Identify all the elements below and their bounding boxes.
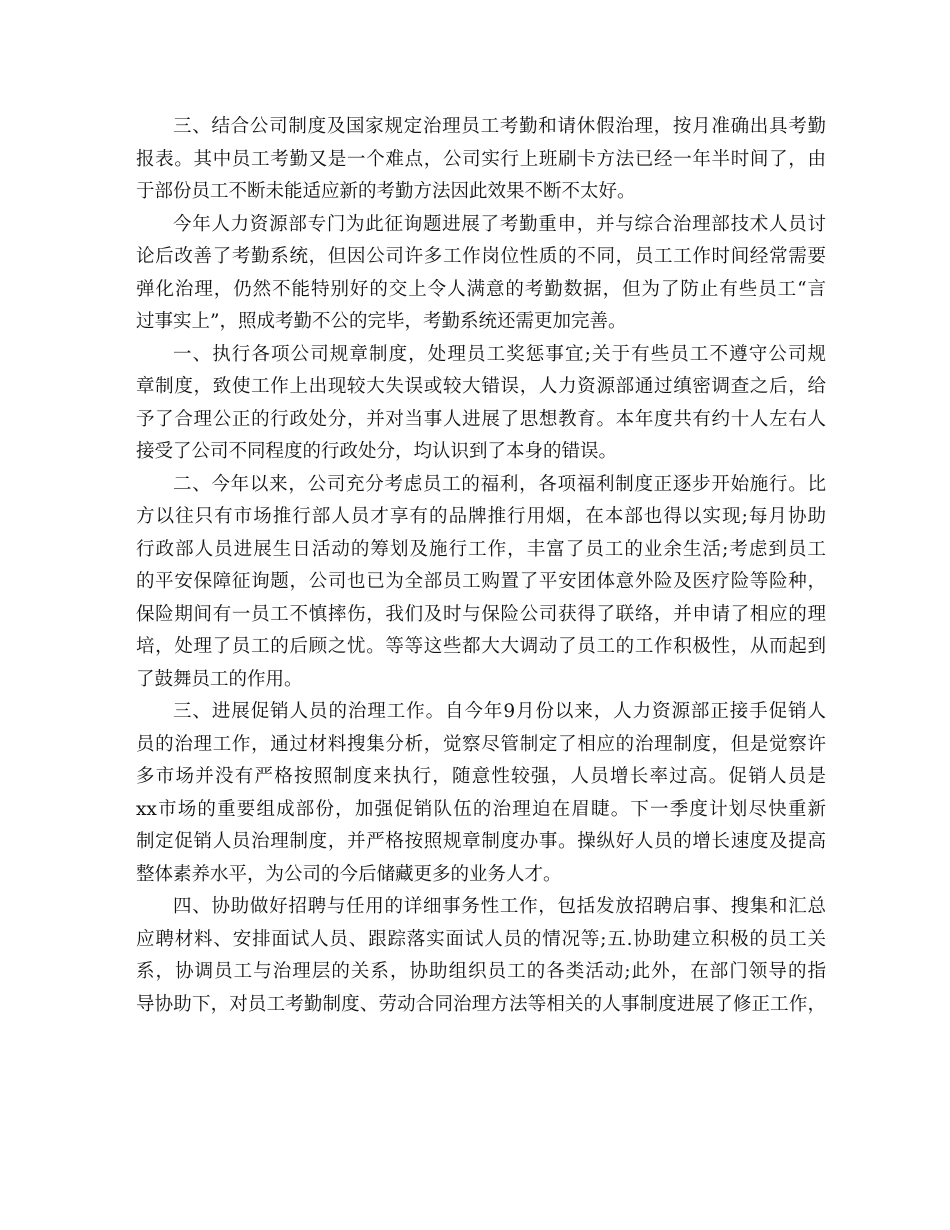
text-line: 应聘材料、安排面试人员、跟踪落实面试人员的情况等;五.协助建立积极的员工关	[136, 928, 826, 950]
text-line: 保险期间有一员工不慎摔伤，我们及时与保险公司获得了联络，并申请了相应的理	[136, 603, 826, 625]
text-line: 的平安保障征询题，公司也已为全部员工购置了平安团体意外险及医疗险等险种，	[136, 571, 826, 592]
text-line: 员的治理工作，通过材料搜集分析，觉察尽管制定了相应的治理制度，但是觉察许	[136, 733, 826, 755]
paragraph-promotion-staff	[136, 696, 826, 891]
text-line: 一、执行各项公司规章制度，处理员工奖惩事宜;关于有些员工不遵守公司规	[173, 343, 826, 365]
text-line: 予了合理公正的行政处分，并对当事人进展了思想教育。本年度共有约十人左右人	[136, 408, 826, 430]
text-line: 二、今年以来，公司充分考虑员工的福利，各项福利制度正逐步开始施行。比	[173, 473, 826, 495]
text-line: 四、协助做好招聘与任用的详细事务性工作，包括发放招聘启事、搜集和汇总	[173, 896, 826, 917]
text-line: 系，协调员工与治理层的关系，协助组织员工的各类活动;此外，在部门领导的指	[136, 961, 826, 982]
text-line: 报表。其中员工考勤又是一个难点，公司实行上班刷卡方法已经一年半时间了，由	[136, 148, 826, 170]
text-line: 接受了公司不同程度的行政处分，均认识到了本身的错误。	[136, 441, 618, 462]
text-line: 多市场并没有严格按照制度来执行，随意性较强，人员增长率过高。促销人员是	[136, 766, 826, 787]
text-line: 今年人力资源部专门为此征询题进展了考勤重申，并与综合治理部技术人员讨	[173, 213, 826, 235]
text-line: 章制度，致使工作上出现较大失误或较大错误，人力资源部通过缜密调查之后，给	[136, 376, 826, 397]
paragraph-recruitment	[136, 891, 826, 1021]
text-line: 弹化治理，仍然不能特别好的交上令人满意的考勤数据，但为了防止有些员工“言	[136, 278, 826, 300]
paragraph-attendance-system	[136, 209, 826, 339]
text-line: 整体素养水平，为公司的今后储藏更多的业务人才。	[136, 863, 562, 885]
text-line: 培，处理了员工的后顾之忧。等等这些都大大调动了员工的工作积极性，从而起到	[136, 636, 826, 657]
text-line: 导协助下，对员工考勤制度、劳动合同治理方法等相关的人事制度进展了修正工作，	[136, 993, 826, 1015]
paragraph-attendance-reporting	[136, 111, 826, 209]
text-line: 三、结合公司制度及国家规定治理员工考勤和请休假治理，按月准确出具考勤	[173, 116, 826, 137]
text-line: 过事实上”，照成考勤不公的完毕，考勤系统还需更加完善。	[136, 311, 627, 332]
text-line: 于部份员工不断未能适应新的考勤方法因此效果不断不太好。	[136, 181, 636, 202]
text-line: 论后改善了考勤系统，但因公司许多工作岗位性质的不同，员工工作时间经常需要	[136, 246, 826, 267]
text-line: 方以往只有市场推行部人员才享有的品牌推行用烟，在本部也得以实现;每月协助	[136, 506, 826, 527]
text-line: 行政部人员进展生日活动的筹划及施行工作，丰富了员工的业余生活;考虑到员工	[136, 538, 826, 560]
text-line: xx市场的重要组成部份，加强促销队伍的治理迫在眉睫。下一季度计划尽快重新	[136, 798, 826, 820]
paragraph-employee-welfare	[136, 469, 826, 697]
text-line: 制定促销人员治理制度，并严格按照规章制度办事。操纵好人员的增长速度及提高	[136, 831, 826, 852]
text-line: 了鼓舞员工的作用。	[136, 668, 303, 690]
document-body	[136, 111, 826, 1021]
text-line: 三、进展促销人员的治理工作。自今年9月份以来，人力资源部正接手促销人	[173, 701, 826, 722]
paragraph-rules-discipline	[136, 339, 826, 469]
